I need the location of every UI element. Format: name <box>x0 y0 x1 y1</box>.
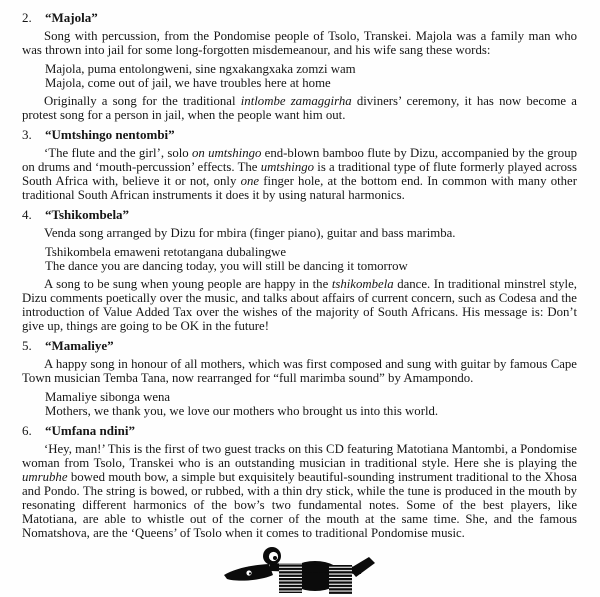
track-title: “Umtshingo nentombi” <box>45 127 175 142</box>
lyrics-block <box>45 390 577 418</box>
track-title: “Umfana ndini” <box>45 423 135 438</box>
lyric-line: Mamaliye sibonga wena <box>45 390 171 404</box>
track-number: 6. <box>22 423 32 438</box>
animal-linocut-icon <box>222 544 378 594</box>
track-number: 2. <box>22 10 32 25</box>
track-note-mamaliye <box>22 339 577 418</box>
track-description: Venda song arranged by Dizu for mbira (finger piano), guitar and bass marimba. <box>44 226 456 240</box>
track-heading <box>22 11 577 25</box>
track-heading <box>22 339 577 353</box>
track-note-umtshingo-nentombi <box>22 128 577 202</box>
track-commentary: A song to be sung when young people are happy in the tshikombela dance. In traditional minstrel style, Dizu comments poetically over the music, and talks about affairs of current concern, such as Codesa and the introduction of Value Added Tax over the wishes of the majority of South Africans. His message is: Don’t give up, things are going to be OK in the future! <box>22 277 577 333</box>
lyric-line: Tshikombela emaweni retotangana dubalingwe <box>45 245 287 259</box>
track-heading <box>22 424 577 438</box>
track-number: 4. <box>22 207 32 222</box>
track-note-tshikombela <box>22 208 577 333</box>
footer-graphic-area <box>0 544 600 594</box>
lyric-line: The dance you are dancing today, you will still be dancing it tomorrow <box>45 259 408 273</box>
track-number: 3. <box>22 127 32 142</box>
track-commentary: Originally a song for the traditional intlombe zamaggirha diviners’ ceremony, it has now become a protest song for a person in jail, when the people want him out. <box>22 94 577 122</box>
track-note-umfana-ndini <box>22 424 577 540</box>
track-description: A happy song in honour of all mothers, which was first composed and sung with guitar by famous Cape Town musician Temba Tana, now rearranged for “full marimba sound” by Amampondo. <box>22 357 577 385</box>
track-description: ‘Hey, man!’ This is the first of two guest tracks on this CD featuring Matotiana Mantombi, a Pondomise woman from Tsolo, Transkei who is an outstanding musician in traditional style. Here she is playing the umrubhe bowed mouth bow, a simple but exquisitely beautiful-sounding instrument traditional to the Xhosa and Pondo. The string is bowed, or rubbed, with a thin dry stick, while the tune is produced in the mouth by resonating different harmonics of the bow’s two fundamental notes. Some of the best players, like Matotiana, are able to whistle out of the corner of the mouth at the same time. She, and the famous Nomatshova, are the ‘Queens’ of Tsolo when it comes to traditional Pondomise music. <box>22 442 577 540</box>
track-description: ‘The flute and the girl’, solo on umtshingo end-blown bamboo flute by Dizu, accompanied by the group on drums and ‘mouth-percussion’ effects. The umtshingo is a traditional type of flute formerly played across South Africa with, believe it or not, only one finger hole, at the bottom end. In common with many other traditional South African instruments it does it by using natural harmonics. <box>22 146 577 202</box>
track-title: “Tshikombela” <box>45 207 130 222</box>
lyric-line: Majola, come out of jail, we have troubles here at home <box>45 76 331 90</box>
track-title: “Mamaliye” <box>45 338 114 353</box>
track-number: 5. <box>22 338 32 353</box>
track-note-majola <box>22 11 577 122</box>
lyrics-block <box>45 245 577 273</box>
track-heading <box>22 128 577 142</box>
track-description: Song with percussion, from the Pondomise people of Tsolo, Transkei. Majola was a family man who was thrown into jail for some long-forgotten misdemeanour, and his wife sang these words: <box>22 29 577 57</box>
lyric-line: Majola, puma entolongweni, sine ngxakangxaka zomzi wam <box>45 62 356 76</box>
lyric-line: Mothers, we thank you, we love our mothers who brought us into this world. <box>45 404 439 418</box>
lyrics-block <box>45 62 577 90</box>
track-title: “Majola” <box>45 10 98 25</box>
track-heading <box>22 208 577 222</box>
